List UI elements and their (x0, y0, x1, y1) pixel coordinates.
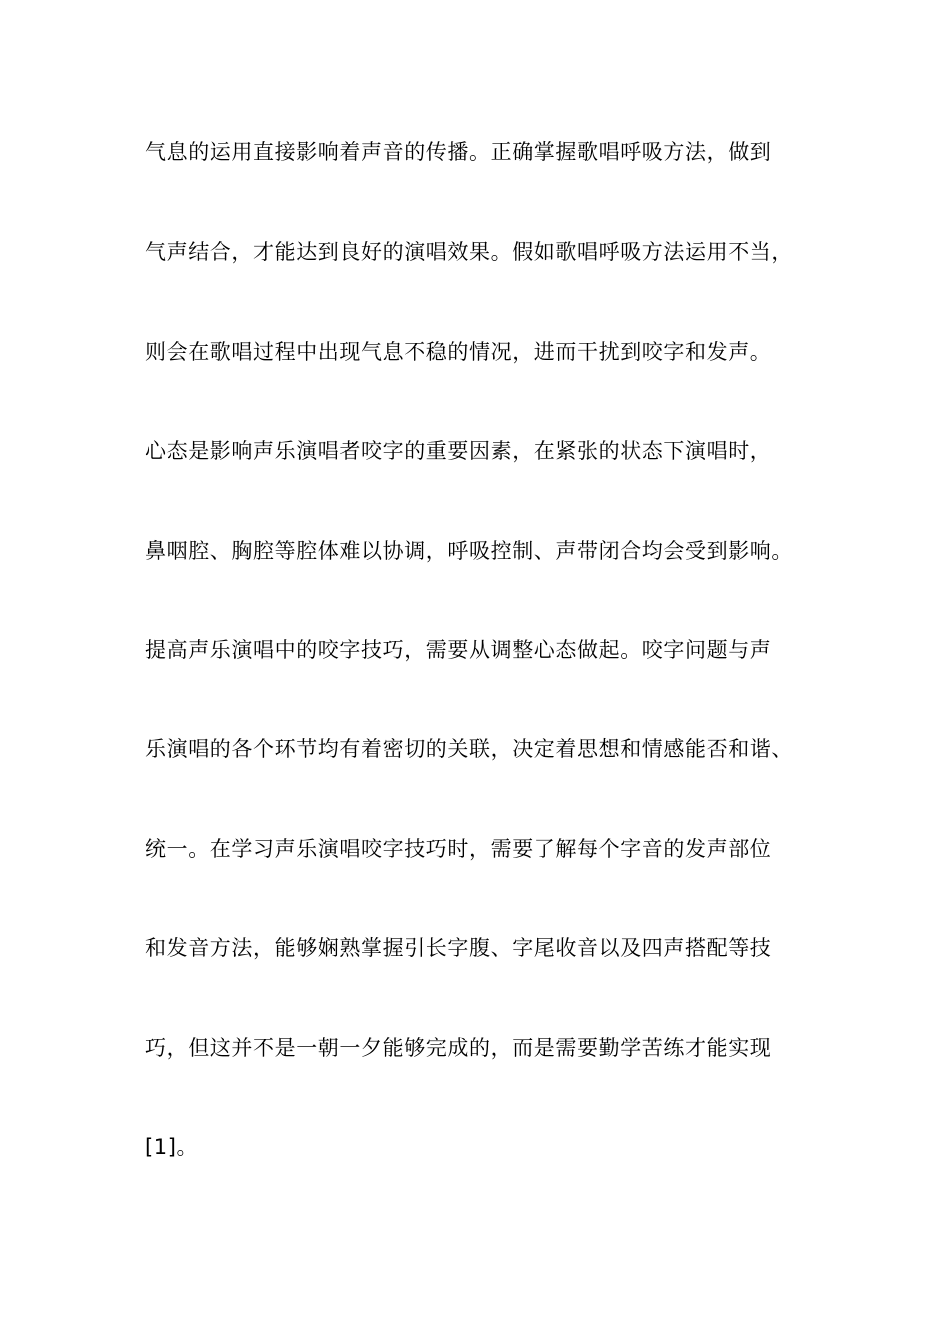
text-line: [1]。 (145, 1135, 199, 1159)
text-line: 气息的运用直接影响着声音的传播。正确掌握歌唱呼吸方法，做到 (145, 140, 772, 164)
text-line: 心态是影响声乐演唱者咬字的重要因素，在紧张的状态下演唱时， (145, 439, 772, 463)
text-line: 和发音方法，能够娴熟掌握引长字腹、字尾收音以及四声搭配等技 (145, 936, 772, 960)
text-line: 乐演唱的各个环节均有着密切的关联，决定着思想和情感能否和谐、 (145, 737, 793, 761)
text-line: 鼻咽腔、胸腔等腔体难以协调，呼吸控制、声带闭合均会受到影响。 (145, 539, 793, 563)
text-line: 提高声乐演唱中的咬字技巧，需要从调整心态做起。咬字问题与声 (145, 638, 772, 662)
text-line: 气声结合，才能达到良好的演唱效果。假如歌唱呼吸方法运用不当， (145, 240, 793, 264)
text-line: 统一。在学习声乐演唱咬字技巧时，需要了解每个字音的发声部位 (145, 837, 772, 861)
text-line: 则会在歌唱过程中出现气息不稳的情况，进而干扰到咬字和发声。 (145, 340, 772, 364)
text-line: 巧，但这并不是一朝一夕能够完成的，而是需要勤学苦练才能实现 (145, 1036, 772, 1060)
